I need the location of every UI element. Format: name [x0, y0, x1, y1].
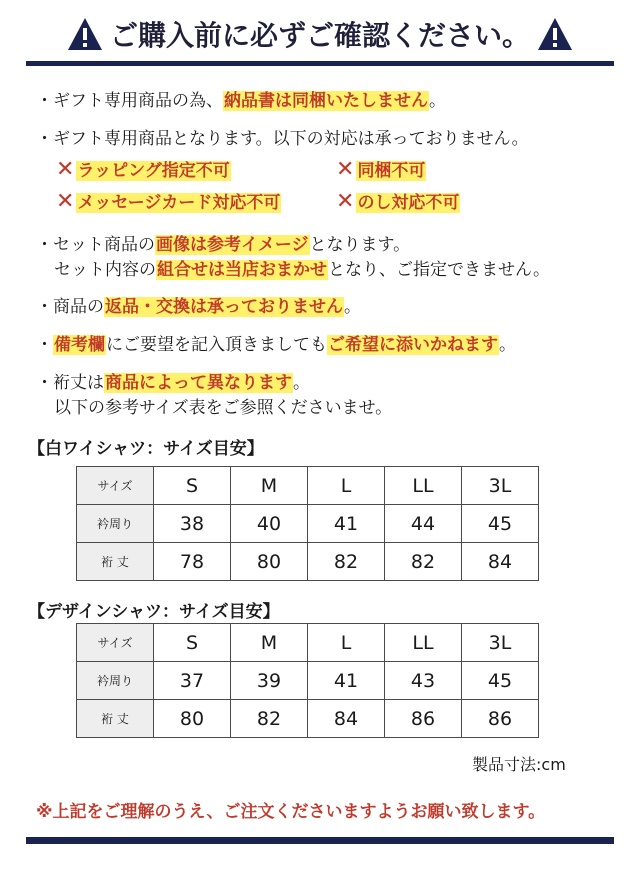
size-cell: LL — [385, 467, 462, 505]
value-cell: 80 — [154, 700, 231, 738]
note-set-image: ・セット商品の画像は参考イメージとなります。 — [36, 235, 411, 255]
value-cell: 82 — [231, 700, 308, 738]
size-cell: S — [154, 624, 231, 662]
cross-icon: ✕ — [56, 157, 75, 182]
value-cell: 43 — [385, 662, 462, 700]
note-service: ・ギフト専用商品となります。以下の対応は承っておりません。 — [36, 129, 529, 149]
value-cell: 82 — [308, 543, 385, 581]
note-size-reference: 以下の参考サイズ表をご参照くださいませ。 — [54, 398, 393, 418]
value-cell: 80 — [231, 543, 308, 581]
header — [0, 12, 640, 56]
value-cell: 38 — [154, 505, 231, 543]
header-label: サイズ — [77, 467, 154, 505]
size-cell: 3L — [462, 624, 539, 662]
table-row — [77, 662, 539, 700]
size-cell: L — [308, 624, 385, 662]
row-label: 衿周り — [77, 662, 154, 700]
divider — [26, 837, 614, 844]
size-cell: M — [231, 624, 308, 662]
value-cell: 86 — [462, 700, 539, 738]
row-label: 裄 丈 — [77, 700, 154, 738]
note-set-combination: セット内容の組合せは当店おまかせとなり、ご指定できません。 — [54, 260, 551, 280]
value-cell: 37 — [154, 662, 231, 700]
note-memo: ・備考欄にご要望を記入頂きましてもご希望に添いかねます。 — [36, 335, 516, 355]
size-cell: LL — [385, 624, 462, 662]
note-sleeve-length: ・裄丈は商品によって異なります。 — [36, 373, 310, 393]
table-title-design-shirt: 【デザインシャツ：サイズ目安】 — [28, 602, 280, 622]
page-title: ご購入前に必ずご確認ください。 — [109, 19, 530, 52]
warning-icon — [536, 16, 574, 52]
table-title-white-shirt: 【白ワイシャツ：サイズ目安】 — [28, 439, 264, 459]
row-label: 裄 丈 — [77, 543, 154, 581]
value-cell: 39 — [231, 662, 308, 700]
cross-icon: ✕ — [336, 189, 355, 214]
value-cell: 41 — [308, 662, 385, 700]
notice-text: ※上記をご理解のうえ、ご注文くださいますようお願い致します。 — [36, 802, 546, 822]
unit-note: 製品寸法:cm — [472, 755, 566, 774]
note-gift: ・ギフト専用商品の為、納品書は同梱いたしません。 — [36, 91, 446, 111]
header-label: サイズ — [77, 624, 154, 662]
table-row — [77, 543, 539, 581]
size-cell: 3L — [462, 467, 539, 505]
cross-icon: ✕ — [336, 157, 355, 182]
ng-item-noshi: ✕ のし対応不可 — [336, 189, 460, 214]
value-cell: 84 — [308, 700, 385, 738]
size-table-white-shirt — [76, 466, 539, 581]
table-header-row — [77, 467, 539, 505]
table-row — [77, 700, 539, 738]
size-cell: M — [231, 467, 308, 505]
value-cell: 41 — [308, 505, 385, 543]
value-cell: 40 — [231, 505, 308, 543]
value-cell: 45 — [462, 662, 539, 700]
size-cell: S — [154, 467, 231, 505]
cross-icon: ✕ — [56, 189, 75, 214]
divider — [26, 61, 614, 66]
value-cell: 82 — [385, 543, 462, 581]
ng-item-wrapping: ✕ ラッピング指定不可 — [56, 157, 230, 182]
table-header-row — [77, 624, 539, 662]
value-cell: 84 — [462, 543, 539, 581]
row-label: 衿周り — [77, 505, 154, 543]
value-cell: 86 — [385, 700, 462, 738]
table-row — [77, 505, 539, 543]
ng-item-bundle: ✕ 同梱不可 — [336, 157, 426, 182]
size-table-design-shirt — [76, 623, 539, 738]
value-cell: 78 — [154, 543, 231, 581]
value-cell: 44 — [385, 505, 462, 543]
warning-icon — [66, 16, 104, 52]
size-cell: L — [308, 467, 385, 505]
ng-item-card: ✕ メッセージカード対応不可 — [56, 189, 281, 214]
note-return: ・商品の返品・交換は承っておりません。 — [36, 297, 361, 317]
value-cell: 45 — [462, 505, 539, 543]
